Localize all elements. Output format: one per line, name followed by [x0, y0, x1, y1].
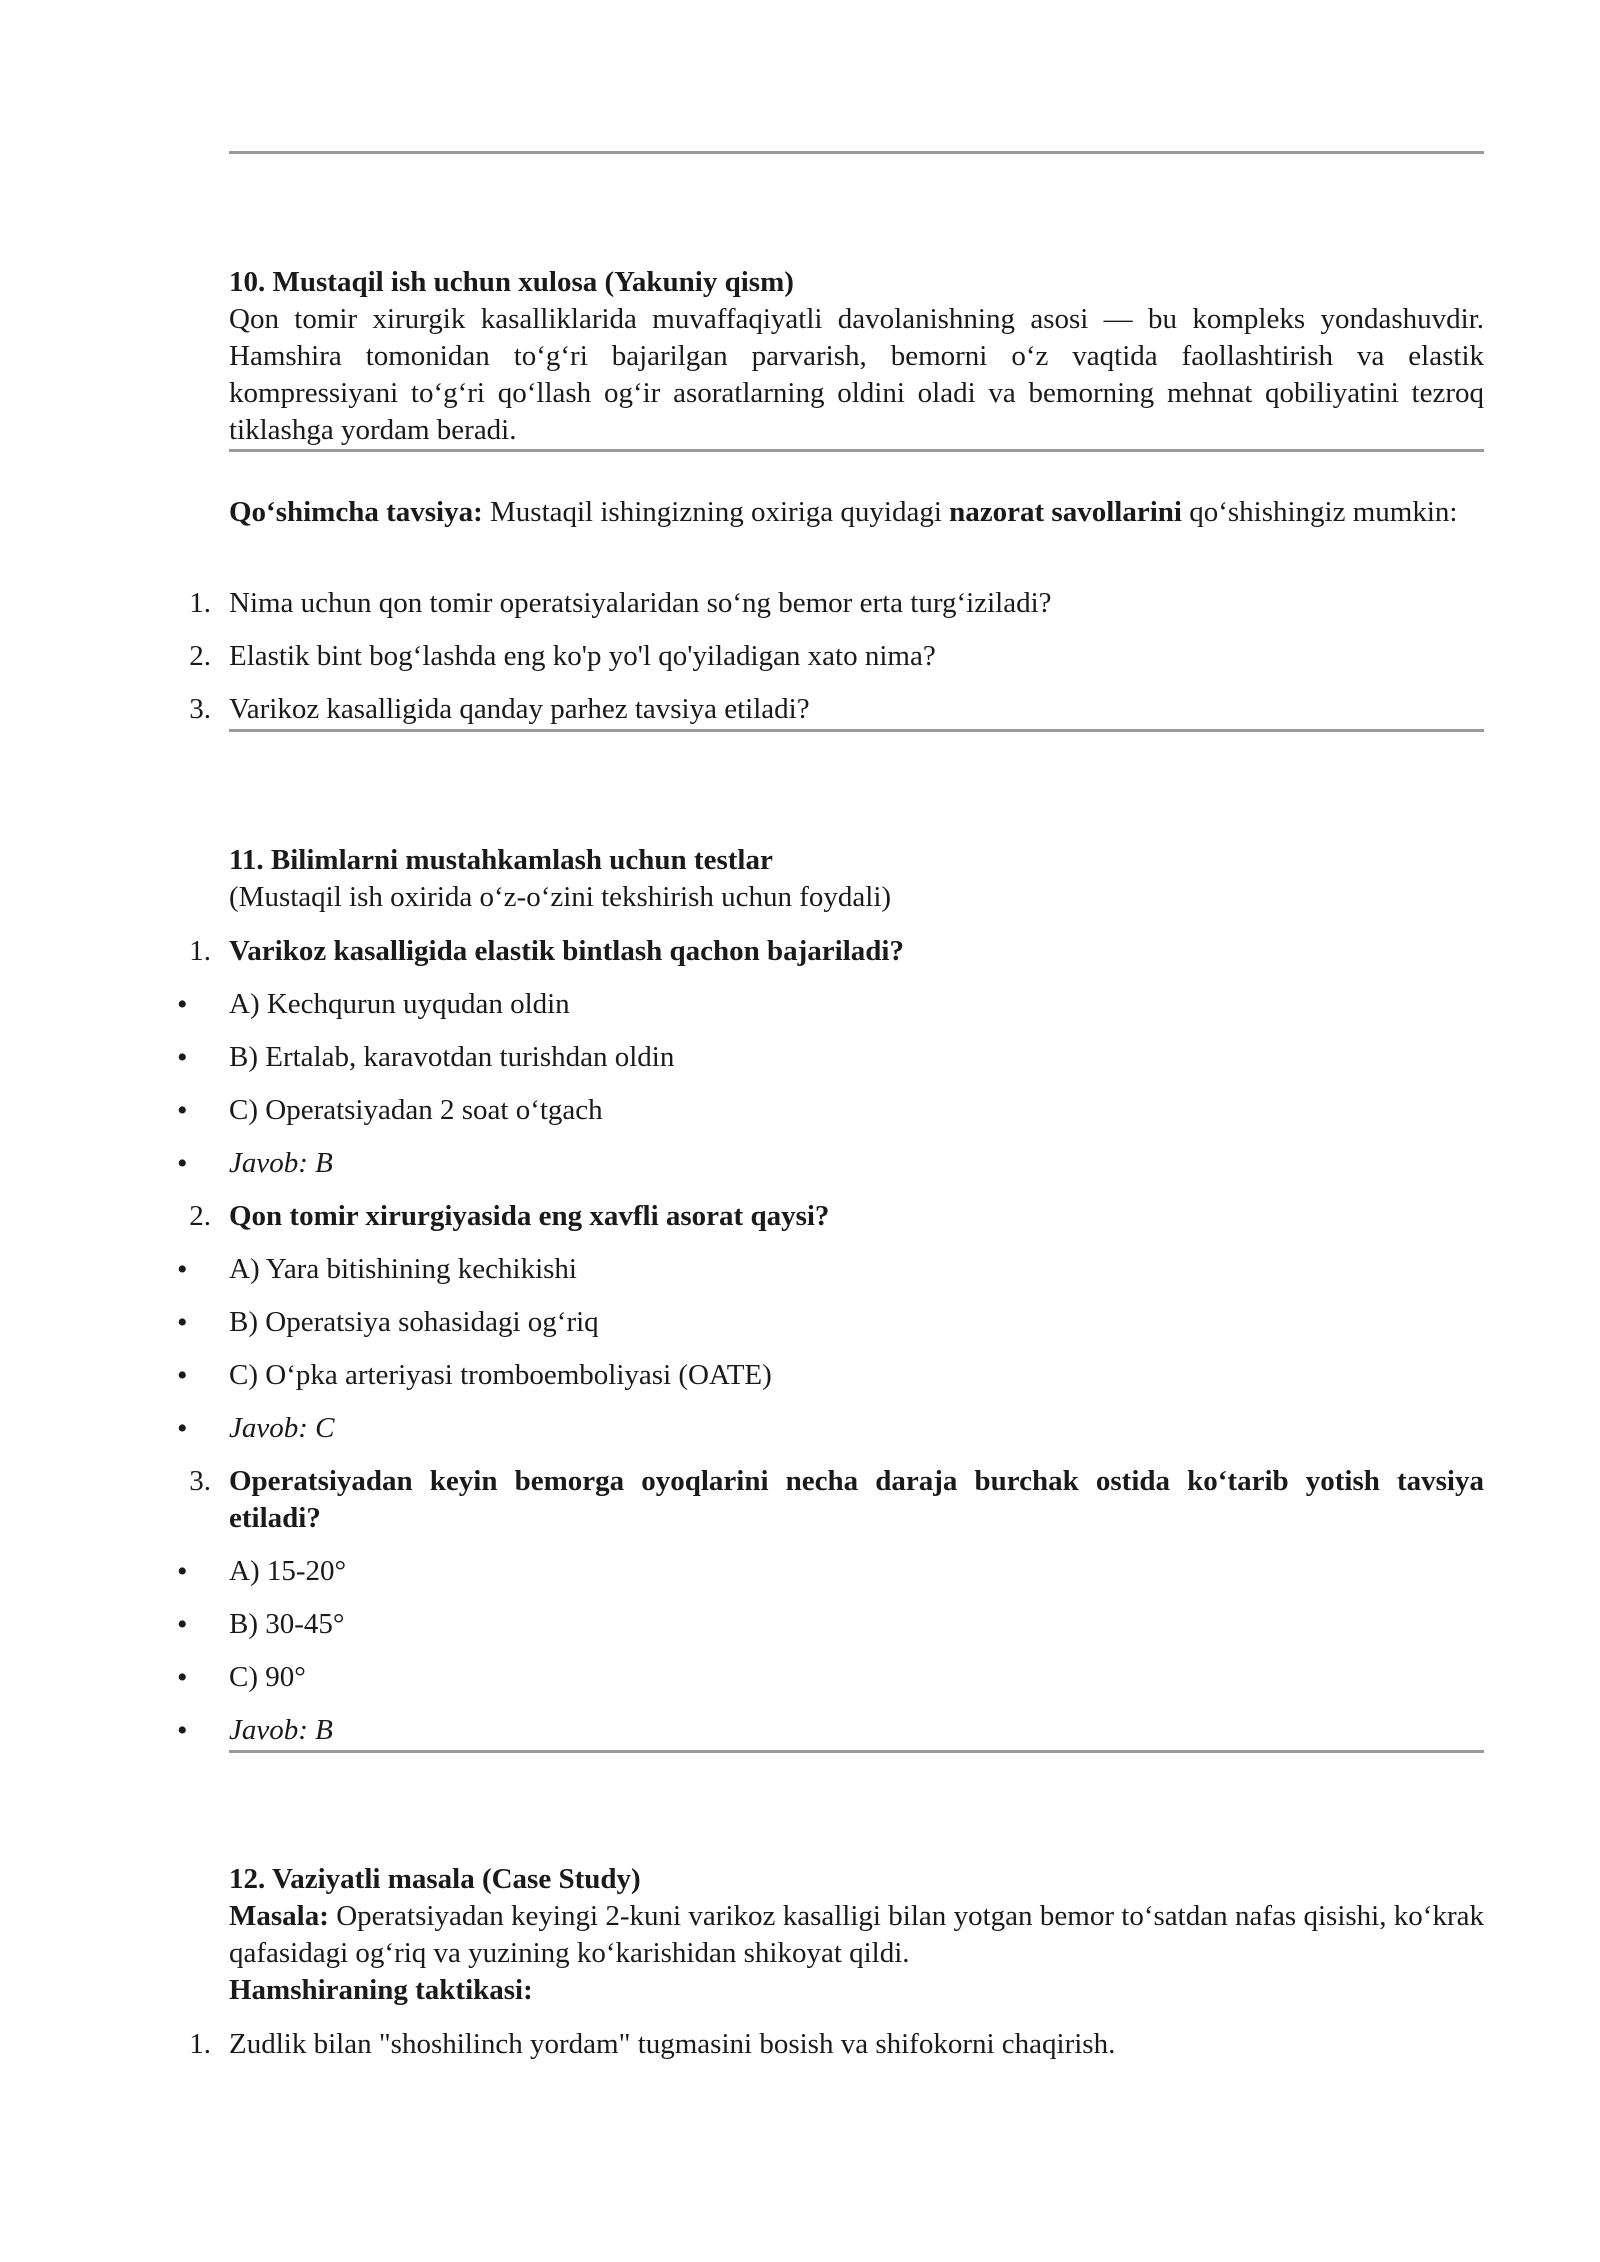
section-10-paragraph: Qon tomir xirurgik kasalliklarida muvaffaqiyatli davolanishning asosi — bu kompleks yondashuvdir. Hamshira tomonidan to‘g‘ri bajarilgan parvarish, bemorni o‘z vaqtida faollashtirish va elastik kompressiyani to‘g‘ri qo‘llash og‘ir asoratlarning oldini oladi va bemorning mehnat qobiliyatini tezroq tiklashga yordam beradi. [229, 303, 1484, 446]
bullet-icon: • [177, 1147, 188, 1180]
masala-text: Operatsiyadan keyingi 2-kuni varikoz kasalligi bilan yotgan bemor to‘satdan nafas qisishi, ko‘krak qafasidagi og‘riq va yuzining ko‘karishidan shikoyat qildi. [229, 1900, 1484, 1969]
section-12-heading: 12. Vaziyatli masala (Case Study) [229, 1863, 641, 1895]
tactics-label: Hamshiraning taktikasi: [229, 1974, 533, 2006]
bullet-icon: • [177, 1094, 188, 1127]
option-text: C) 90° [229, 1661, 306, 1693]
section-10-heading: 10. Mustaqil ish uchun xulosa (Yakuniy qism) [229, 266, 794, 298]
recommendation-label: Qo‘shimcha tavsiya: [229, 496, 483, 528]
option-text: A) Yara bitishining kechikishi [229, 1253, 577, 1285]
bullet-icon: • [177, 1253, 188, 1286]
bullet-icon: • [177, 1359, 188, 1392]
section-11-heading: 11. Bilimlarni mustahkamlash uchun testlar [229, 844, 773, 876]
horizontal-rule [229, 729, 1484, 732]
horizontal-rule [229, 449, 1484, 452]
test-option [177, 1357, 1484, 1410]
tactics-list [189, 2026, 1484, 2063]
recommendation-block [229, 494, 1484, 531]
option-text: C) Operatsiyadan 2 soat o‘tgach [229, 1094, 603, 1126]
test-question [189, 933, 1484, 986]
recommendation-text-before: Mustaqil ishingizning oxiriga quyidagi [482, 496, 950, 528]
answer-text: Javob: B [229, 1147, 333, 1179]
list-number: 2. [189, 640, 211, 672]
question-text: Operatsiyadan keyin bemorga oyoqlarini necha daraja burchak ostida ko‘tarib yotish tavsiya etiladi? [229, 1465, 1484, 1534]
test-question [189, 1463, 1484, 1553]
section-12 [229, 1861, 1484, 2009]
bullet-icon: • [177, 1041, 188, 1074]
list-item-text: Zudlik bilan "shoshilinch yordam" tugmasini bosish va shifokorni chaqirish. [229, 2028, 1116, 2060]
bullet-icon: • [177, 1608, 188, 1641]
bullet-icon: • [177, 1661, 188, 1694]
test-option [177, 1606, 1484, 1659]
section-10 [229, 264, 1484, 449]
masala-paragraph [229, 1898, 1484, 1972]
tests-list [177, 933, 1484, 1749]
masala-label: Masala: [229, 1900, 329, 1932]
test-answer [177, 1145, 1484, 1198]
list-item [189, 2026, 1484, 2063]
list-number: 1. [189, 2028, 211, 2060]
bullet-icon: • [177, 1306, 188, 1339]
option-text: B) 30-45° [229, 1608, 345, 1640]
test-option [177, 1039, 1484, 1092]
option-text: A) 15-20° [229, 1555, 347, 1587]
test-option [177, 986, 1484, 1039]
test-answer [177, 1712, 1484, 1749]
test-question [189, 1198, 1484, 1251]
section-11 [229, 842, 1484, 916]
question-text: Qon tomir xirurgiyasida eng xavfli asorat qaysi? [229, 1200, 830, 1232]
bullet-icon: • [177, 1714, 188, 1747]
answer-text: Javob: B [229, 1714, 333, 1746]
list-item-text: Nima uchun qon tomir operatsiyalaridan so‘ng bemor erta turg‘iziladi? [229, 587, 1052, 619]
list-number: 2. [189, 1200, 211, 1232]
option-text: B) Operatsiya sohasidagi og‘riq [229, 1306, 599, 1338]
question-text: Varikoz kasalligida elastik bintlash qachon bajariladi? [229, 935, 904, 967]
list-number: 3. [189, 1465, 211, 1497]
recommendation-text-after: qo‘shishingiz mumkin: [1181, 496, 1458, 528]
list-item-text: Elastik bint bog‘lashda eng ko'p yo'l qo'yiladigan xato nima? [229, 640, 936, 672]
horizontal-rule [229, 151, 1484, 154]
test-option [177, 1553, 1484, 1606]
test-option [177, 1659, 1484, 1712]
test-option [177, 1251, 1484, 1304]
list-number: 3. [189, 693, 211, 725]
list-item-text: Varikoz kasalligida qanday parhez tavsiya etiladi? [229, 693, 810, 725]
answer-text: Javob: C [229, 1412, 335, 1444]
bullet-icon: • [177, 1555, 188, 1588]
list-item [189, 691, 1484, 728]
option-text: A) Kechqurun uyqudan oldin [229, 988, 570, 1020]
control-questions-list [189, 585, 1484, 728]
list-item [189, 585, 1484, 638]
test-answer [177, 1410, 1484, 1463]
test-option [177, 1304, 1484, 1357]
bullet-icon: • [177, 988, 188, 1021]
section-11-subheading: (Mustaqil ish oxirida o‘z-o‘zini tekshirish uchun foydali) [229, 881, 892, 913]
list-number: 1. [189, 935, 211, 967]
option-text: C) O‘pka arteriyasi tromboemboliyasi (OATE) [229, 1359, 772, 1391]
list-item [189, 638, 1484, 691]
horizontal-rule [229, 1750, 1484, 1753]
bullet-icon: • [177, 1412, 188, 1445]
option-text: B) Ertalab, karavotdan turishdan oldin [229, 1041, 675, 1073]
test-option [177, 1092, 1484, 1145]
recommendation-bold-phrase: nazorat savollarini [949, 496, 1182, 528]
list-number: 1. [189, 587, 211, 619]
recommendation-paragraph [229, 494, 1484, 531]
